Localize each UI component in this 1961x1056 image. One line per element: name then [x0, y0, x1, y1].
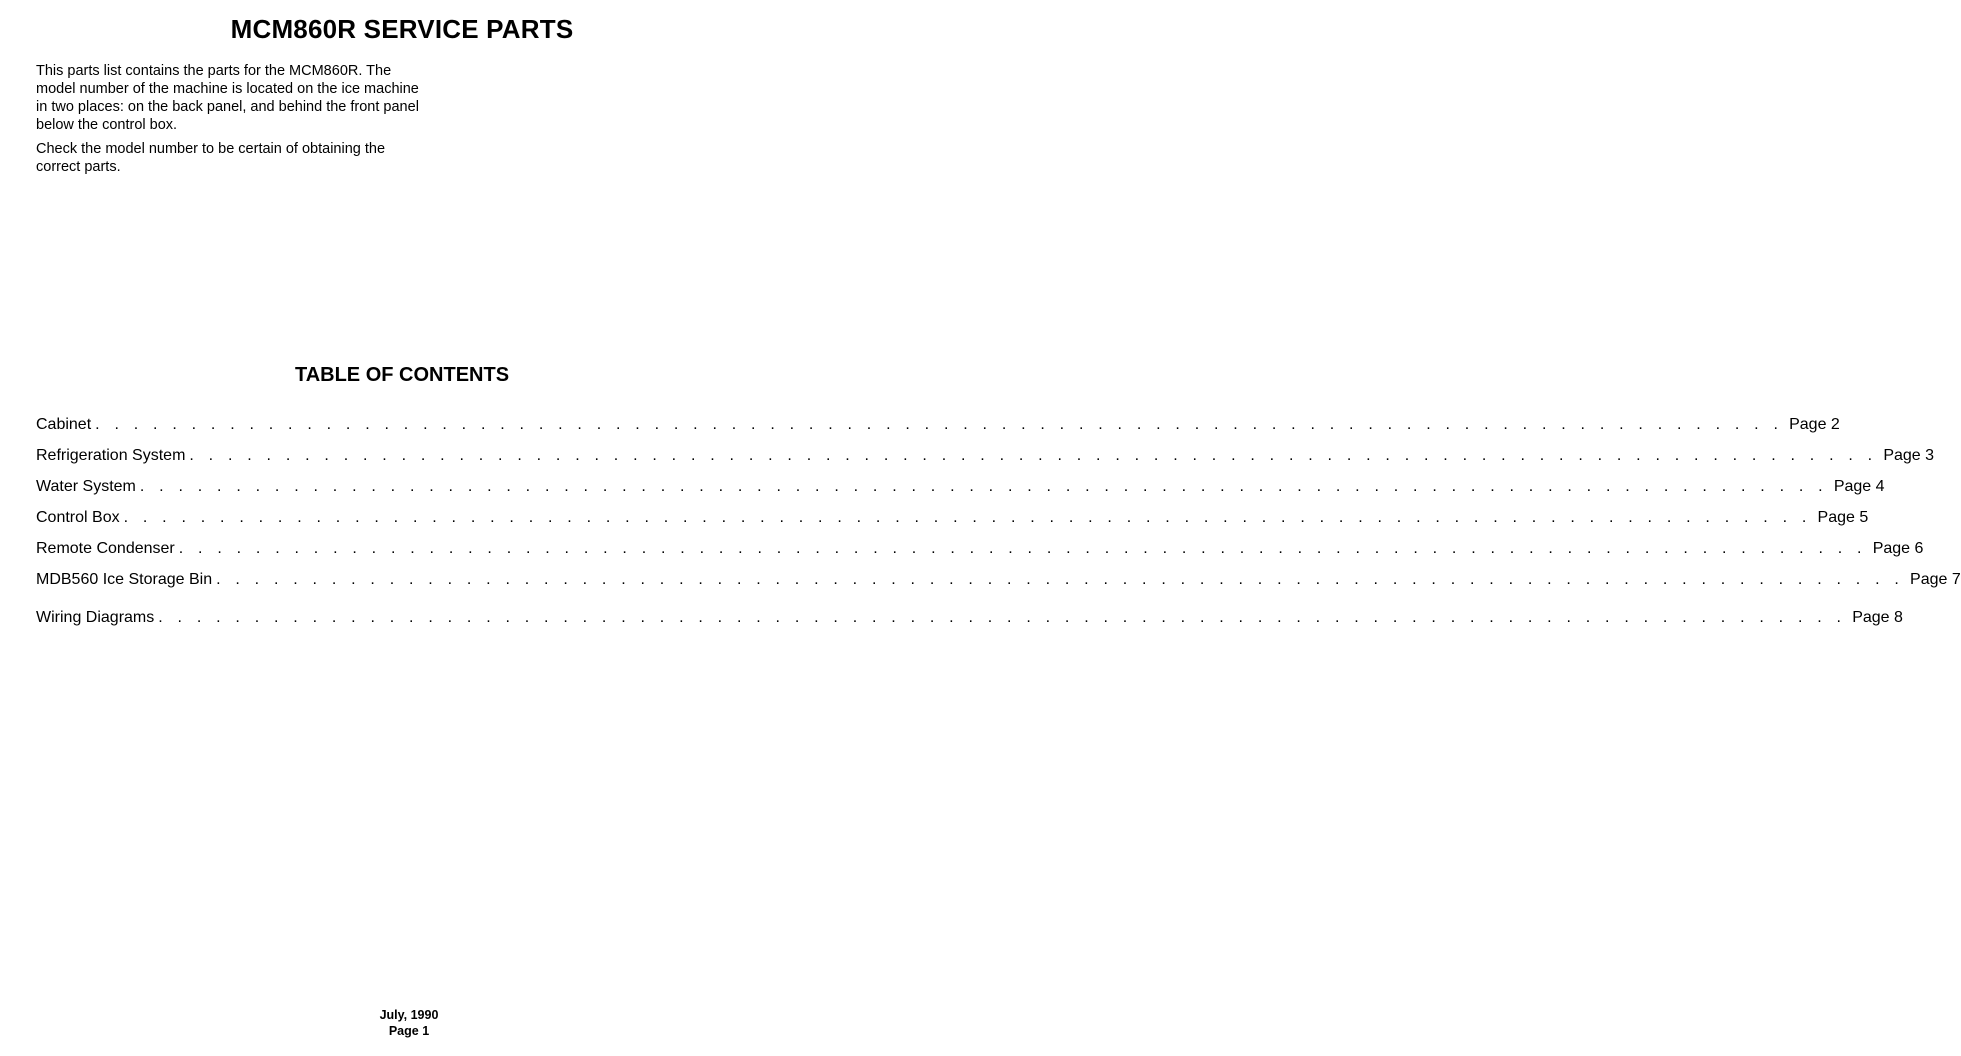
- toc-entry-refrigeration-system: [36, 446, 1935, 466]
- toc-entry-water-system: [36, 477, 1885, 497]
- toc-heading: TABLE OF CONTENTS: [294, 364, 510, 386]
- toc-entry-page: Page 7: [1910, 571, 1961, 588]
- intro-paragraph: This parts list contains the parts for the MCM860R. The model number of the machine is located on the ice machine in two places: on the back panel, and behind the front panel below the control box.: [36, 63, 419, 133]
- document-title: MCM860R SERVICE PARTS: [230, 14, 574, 44]
- footer-date: July, 1990: [379, 1008, 439, 1022]
- toc-entry-page: Page 8: [1852, 609, 1903, 626]
- toc-entry-label: Remote Condenser: [36, 540, 175, 557]
- footer-page-number: Page 1: [388, 1024, 430, 1038]
- toc-entry-page: Page 5: [1817, 509, 1869, 526]
- toc-entry-page: Page 2: [1789, 416, 1840, 433]
- toc-entry-wiring-diagrams: [36, 608, 1903, 628]
- page-footer: [0, 1007, 818, 1039]
- toc-entry-label: Cabinet: [36, 416, 92, 433]
- intro-section: [36, 62, 426, 182]
- toc-entry-cabinet: [36, 415, 1840, 435]
- toc-entry-label: Water System: [36, 478, 136, 495]
- dot-leader: . . . . . . . . . . . . . . . . . . . . . . . . . . . . . . . . . . . . . . . . . . . . . . . . . . . . . . . . . . . . . . . . . . . . . . . . . . . . . . . . . . . . . . . .: [139, 478, 1828, 495]
- toc-entry-label: Control Box: [36, 509, 120, 526]
- toc-entry-label: MDB560 Ice Storage Bin: [36, 571, 213, 588]
- dot-leader: . . . . . . . . . . . . . . . . . . . . . . . . . . . . . . . . . . . . . . . . . . . . . . . . . . . . . . . . . . . . . . . . . . . . . . . . . . . . . . . . . . . . . . . .: [216, 571, 1905, 588]
- dot-leader: . . . . . . . . . . . . . . . . . . . . . . . . . . . . . . . . . . . . . . . . . . . . . . . . . . . . . . . . . . . . . . . . . . . . . . . . . . . . . . . . . . . . . . . .: [123, 509, 1812, 526]
- dot-leader: . . . . . . . . . . . . . . . . . . . . . . . . . . . . . . . . . . . . . . . . . . . . . . . . . . . . . . . . . . . . . . . . . . . . . . . . . . . . . . . . . . . . . . . .: [95, 416, 1784, 433]
- toc-entry-page: Page 4: [1833, 478, 1885, 495]
- toc-entry-label: Refrigeration System: [36, 447, 186, 464]
- dot-leader: . . . . . . . . . . . . . . . . . . . . . . . . . . . . . . . . . . . . . . . . . . . . . . . . . . . . . . . . . . . . . . . . . . . . . . . . . . . . . . . . . . . . . . . .: [158, 609, 1847, 626]
- toc-entry-ice-storage-bin: [36, 570, 1961, 590]
- dot-leader: . . . . . . . . . . . . . . . . . . . . . . . . . . . . . . . . . . . . . . . . . . . . . . . . . . . . . . . . . . . . . . . . . . . . . . . . . . . . . . . . . . . . . . . .: [178, 540, 1867, 557]
- intro-paragraph: Check the model number to be certain of obtaining the correct parts.: [36, 141, 386, 175]
- toc-entry-control-box: [36, 508, 1869, 528]
- toc-entry-label: Wiring Diagrams: [36, 609, 155, 626]
- dot-leader: . . . . . . . . . . . . . . . . . . . . . . . . . . . . . . . . . . . . . . . . . . . . . . . . . . . . . . . . . . . . . . . . . . . . . . . . . . . . . . . . . . . . . . . .: [189, 447, 1878, 464]
- toc-entry-page: Page 6: [1872, 540, 1924, 557]
- toc-entry-remote-condenser: [36, 539, 1924, 559]
- toc-entry-page: Page 3: [1883, 447, 1935, 464]
